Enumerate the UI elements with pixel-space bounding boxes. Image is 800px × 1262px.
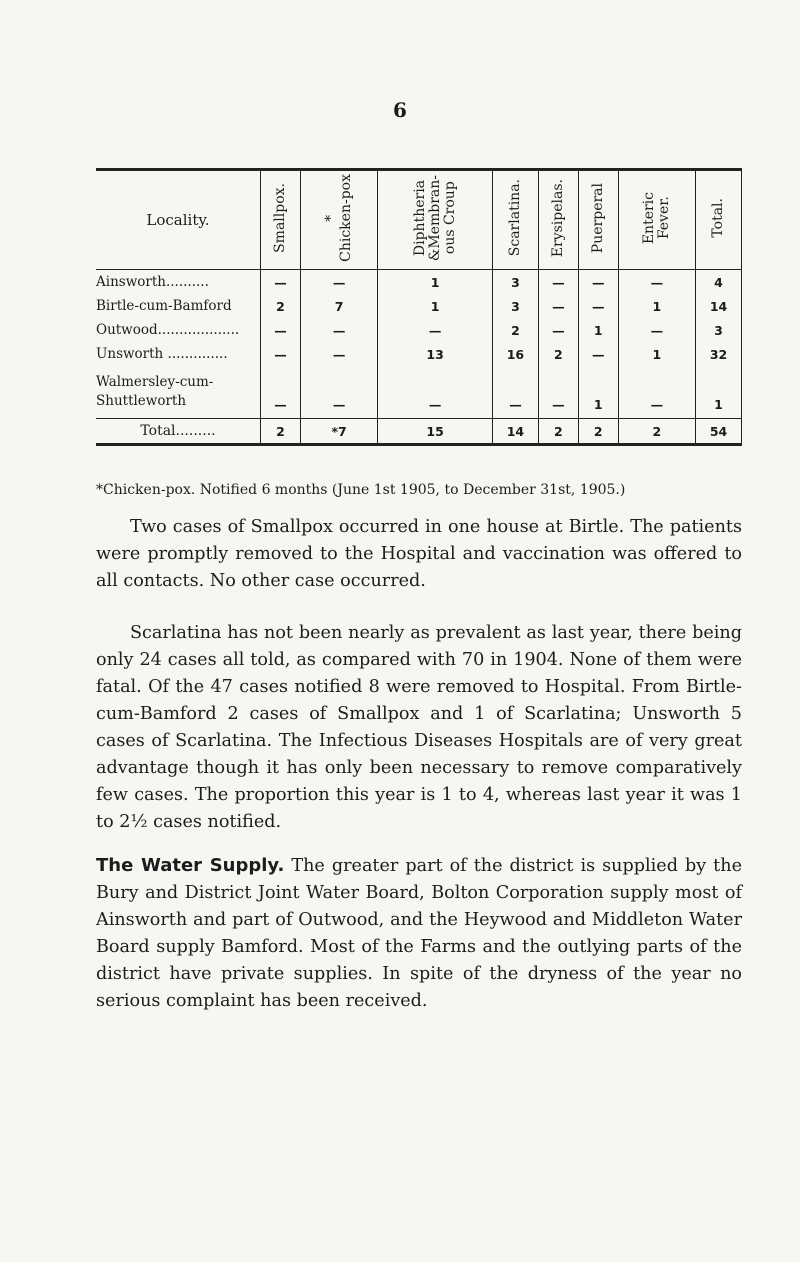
table-footnote: *Chicken-pox. Notified 6 months (June 1st 1905, to December 31st, 1905.) <box>96 482 626 498</box>
paragraph-water-supply <box>96 852 742 1015</box>
table-cell: — <box>261 342 301 366</box>
table-cell: 4 <box>696 270 742 295</box>
total-cell: 2 <box>261 419 301 445</box>
table-cell: — <box>261 366 301 419</box>
table-cell: 1 <box>578 318 618 342</box>
table-cell: 16 <box>492 342 538 366</box>
table-cell: — <box>538 318 578 342</box>
header-diphtheria: Diphtheria &Membran- ous Croup <box>378 170 493 270</box>
header-locality: Locality. <box>146 211 210 229</box>
table-cell: 1 <box>618 342 695 366</box>
table-cell: 3 <box>492 294 538 318</box>
table-cell: 1 <box>378 270 493 295</box>
header-total: Total. <box>696 170 742 270</box>
table-cell: — <box>538 294 578 318</box>
table-cell: — <box>578 270 618 295</box>
table-cell: — <box>538 366 578 419</box>
row-locality: Birtle-cum-Bamford <box>96 298 232 314</box>
table-cell: — <box>538 270 578 295</box>
table-cell: — <box>618 366 695 419</box>
header-enteric-fever: Enteric Fever. <box>618 170 695 270</box>
total-cell: 2 <box>618 419 695 445</box>
table-cell: — <box>578 294 618 318</box>
table-cell: 1 <box>618 294 695 318</box>
table-cell: 7 <box>300 294 377 318</box>
paragraph-scarlatina: Scarlatina has not been nearly as prevalent as last year, there being only 24 cases all told, as compared with 70 in 1904. None of them were fatal. Of the 47 cases notified 8 were removed to Hospital. From Birtle-cum-Bamford 2 cases of Smallpox and 1 of Scarlatina; Unsworth 5 cases of Scarlatina. The Infectious Diseases Hospitals are of very great advantage though it has only been necessary to remove comparatively few cases. The proportion this year is 1 to 4, whereas last year it was 1 to 2½ cases notified. <box>96 623 742 832</box>
row-locality: Outwood................... <box>96 322 240 338</box>
total-cell: 2 <box>578 419 618 445</box>
table-row <box>96 270 742 295</box>
table-cell: 3 <box>696 318 742 342</box>
table-cell: 13 <box>378 342 493 366</box>
table-cell: — <box>378 318 493 342</box>
table-cell: 2 <box>261 294 301 318</box>
header-scarlatina: Scarlatina. <box>492 170 538 270</box>
table-header-row <box>96 170 742 270</box>
table-row <box>96 318 742 342</box>
header-smallpox: Smallpox. <box>261 170 301 270</box>
table-cell: 2 <box>538 342 578 366</box>
table-row <box>96 342 742 366</box>
table-cell: — <box>618 270 695 295</box>
table-cell: — <box>492 366 538 419</box>
total-label: Total......... <box>140 423 216 439</box>
row-locality: Unsworth .............. <box>96 346 228 362</box>
table-cell: — <box>300 318 377 342</box>
total-cell: 15 <box>378 419 493 445</box>
table-cell: — <box>300 342 377 366</box>
total-row <box>96 419 742 445</box>
total-cell: *7 <box>300 419 377 445</box>
header-erysipelas: Erysipelas. <box>538 170 578 270</box>
paragraph-text: The greater part of the district is supplied by the Bury and District Joint Water Board, Bolton Corporation supply most of Ainsworth and part of Outwood, and the Heywood and Middleton Water Board supply Bamford. Most of the Farms and the outlying parts of the district have private supplies. In spite of the dryness of the year no serious complaint has been received. <box>96 856 742 1011</box>
table-cell: 2 <box>492 318 538 342</box>
paragraph-smallpox: Two cases of Smallpox occurred in one house at Birtle. The patients were promptly removed to the Hospital and vaccination was offered to all contacts. No other case occurred. <box>96 517 742 591</box>
table-cell: — <box>618 318 695 342</box>
section-heading: The Water Supply. <box>96 855 285 876</box>
table-cell: — <box>578 342 618 366</box>
table-cell: — <box>378 366 493 419</box>
header-puerperal: Puerperal <box>578 170 618 270</box>
table-cell: — <box>300 366 377 419</box>
total-cell: 2 <box>538 419 578 445</box>
table-cell: 1 <box>378 294 493 318</box>
table-row <box>96 294 742 318</box>
table-cell: — <box>300 270 377 295</box>
table-row <box>96 366 742 419</box>
table-cell: — <box>261 270 301 295</box>
table-cell: 1 <box>578 366 618 419</box>
table-cell: 14 <box>696 294 742 318</box>
disease-table <box>96 168 742 446</box>
total-cell: 14 <box>492 419 538 445</box>
table-cell: 1 <box>696 366 742 419</box>
page-number: 6 <box>393 98 407 122</box>
row-locality: Walmersley-cum- Shuttleworth <box>96 374 214 409</box>
table-cell: 3 <box>492 270 538 295</box>
total-cell: 54 <box>696 419 742 445</box>
header-chicken-pox: * Chicken-pox <box>300 170 377 270</box>
row-locality: Ainsworth.......... <box>96 274 209 290</box>
table-cell: — <box>261 318 301 342</box>
table-cell: 32 <box>696 342 742 366</box>
